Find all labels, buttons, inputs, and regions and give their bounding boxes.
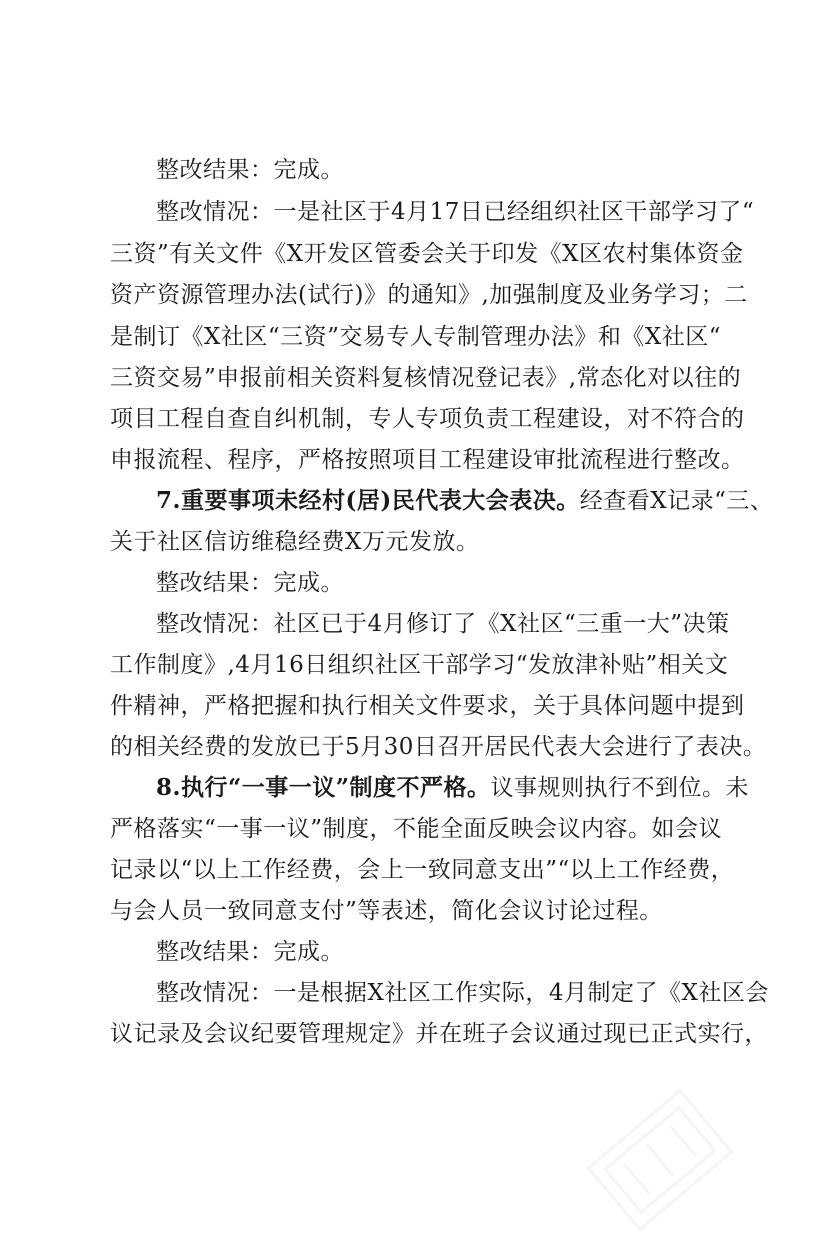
paragraph-line: 整改情况：社区已于4月修订了《X社区“三重一大”决策 — [156, 611, 730, 637]
paragraph-line: 三资交易”申报前相关资料复核情况登记表》,常态化对以往的 — [110, 365, 742, 391]
paragraph-line: 整改结果：完成。 — [156, 939, 344, 965]
paragraph-line: 与会人员一致同意支付”等表述，简化会议讨论过程。 — [110, 898, 663, 924]
item-8-line — [156, 771, 749, 805]
item-8-heading: 8.执行“一事一议”制度不严格。 — [156, 774, 491, 801]
item-7-heading: 7.重要事项未经村(居)民代表大会表决。 — [156, 487, 580, 514]
paragraph-line: 整改结果：完成。 — [156, 570, 344, 596]
paragraph-line: 整改情况：一是根据X社区工作实际，4月制定了《X社区会 — [156, 980, 769, 1006]
paragraph-line: 关于社区信访维稳经费X万元发放。 — [110, 529, 480, 555]
paragraph-line: 项目工程自查自纠机制，专人专项负责工程建设，对不符合的 — [110, 406, 745, 432]
paragraph-line: 是制订《X社区“三资”交易专人专制管理办法》和《X社区“ — [110, 324, 722, 350]
paragraph-line: 三资”有关文件《X开发区管委会关于印发《X区农村集体资金 — [110, 241, 744, 267]
watermark-stamp-icon — [560, 1060, 760, 1260]
paragraph-line: 的相关经费的发放已于5月30日召开居民代表大会进行了表决。 — [110, 734, 767, 760]
paragraph-line: 工作制度》,4月16日组织社区干部学习“发放津补贴”相关文 — [110, 652, 729, 678]
paragraph-line: 资产资源管理办法(试行)》的通知》,加强制度及业务学习；二 — [110, 282, 748, 308]
paragraph-line: 严格落实“一事一议”制度，不能全面反映会议内容。如会议 — [110, 816, 723, 842]
paragraph-line: 申报流程、程序，严格按照项目工程建设审批流程进行整改。 — [110, 447, 745, 473]
item-7-line — [156, 484, 774, 518]
paragraph-line: 整改情况：一是社区于4月17日已经组织社区干部学习了“ — [156, 199, 755, 225]
item-7-text: 经查看X记录“三、 — [579, 488, 774, 514]
paragraph-line: 件精神，严格把握和执行相关文件要求，关于具体问题中提到 — [110, 693, 745, 719]
paragraph-line: 议记录及会议纪要管理规定》并在班子会议通过现已正式实行， — [110, 1021, 768, 1047]
paragraph-line: 整改结果：完成。 — [156, 157, 344, 183]
item-8-text: 议事规则执行不到位。未 — [490, 775, 749, 801]
paragraph-line: 记录以“以上工作经费，会上一致同意支出”“以上工作经费， — [110, 857, 735, 883]
